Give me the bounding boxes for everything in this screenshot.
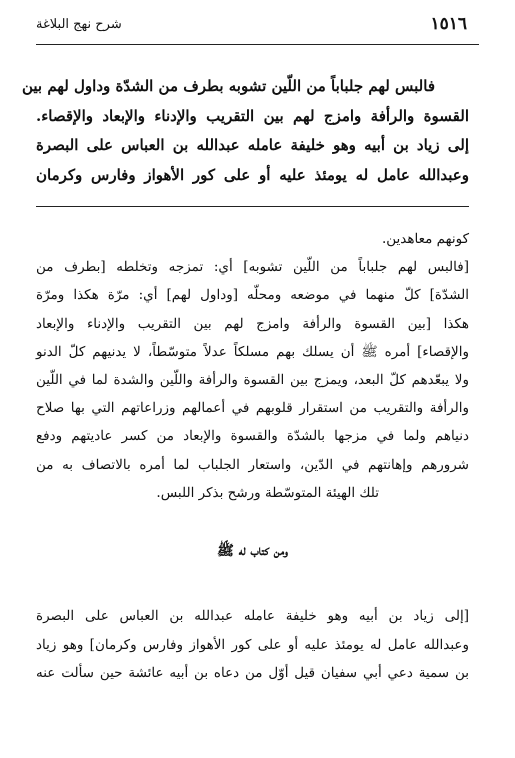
header-rule [36, 44, 479, 45]
commentary-line: شرورهم وإهانتهم في الدّين، واستعار الجلباب لما أمره بالاتصاف به من [36, 456, 469, 473]
main-text [21, 72, 469, 190]
main-text-line: وعبدالله عامل له يومئذ عليه أو على كور الأهواز وفارس وكرمان [36, 165, 469, 184]
commentary-line: ولا يبعّدهم كلّ البعد، ويمزج بين القسوة والرأفة واللّين والشدة لما في اللّين [36, 372, 469, 389]
running-head: شرح نهج البلاغة [36, 16, 122, 32]
commentary-line: كونهم معاهدين. [381, 231, 469, 247]
commentary-line: [فالبس لهم جلباباً من اللّين تشوبه] أي: تمزجه وتخلطه [بطرف من [36, 259, 469, 276]
commentary-text [36, 225, 469, 507]
page-header [36, 14, 467, 34]
section-divider-rule [36, 206, 469, 207]
section-heading: ومن كتاب له ﷺ [217, 543, 288, 559]
letter-line: بن سمية دعي أبي سفيان قيل أوّل من دعاه بن أبيه عائشة حين سألت عنه [36, 665, 469, 682]
letter-text [36, 602, 469, 688]
commentary-line: دنياهم ولما في مزجها بالشدّة والقسوة والإبعاد من كسر عاديتهم ودفع [36, 428, 469, 445]
commentary-line: والرأفة والتقريب من استقرار قلوبهم في أعمالهم وزراعاتهم التي بها صلاح [36, 400, 469, 417]
letter-line: وعبدالله عامل له يومئذ عليه أو على كور الأهواز وفارس وكرمان] وهو زياد [36, 636, 469, 653]
commentary-line: الشدّة] كلّ منهما في موضعه ومحلّه [وداول لهم] أي: مرّة هكذا ومرّة [36, 287, 469, 304]
letter-line: [إلى زياد بن أبيه وهو خليفة عامله عبدالله بن العباس على البصرة [36, 608, 469, 624]
commentary-line: والإقصاء] أمره ﷺ أن يسلك بهم مسلكاً عدلاً متوسّطاً، لا يدنيهم كلّ الدنو [36, 343, 469, 360]
main-text-line: القسوة والرأفة وامزج لهم بين التقريب والإدناء والإبعاد والإقصاء. [36, 106, 469, 125]
main-text-line: إلى زياد بن أبيه وهو خليفة عامله عبدالله بن العباس على البصرة [36, 136, 469, 154]
main-text-line: فالبس لهم جلباباً من اللّين تشوبه بطرف من الشدّة وداول لهم بين [21, 77, 435, 95]
page-number: ١٥١٦ [430, 14, 467, 34]
commentary-line: تلك الهيئة المتوسّطة ورشح بذكر اللبس. [156, 484, 379, 501]
commentary-line: هكذا [بين القسوة والرأفة وامزج لهم بين التقريب والإدناء والإبعاد [36, 315, 469, 332]
